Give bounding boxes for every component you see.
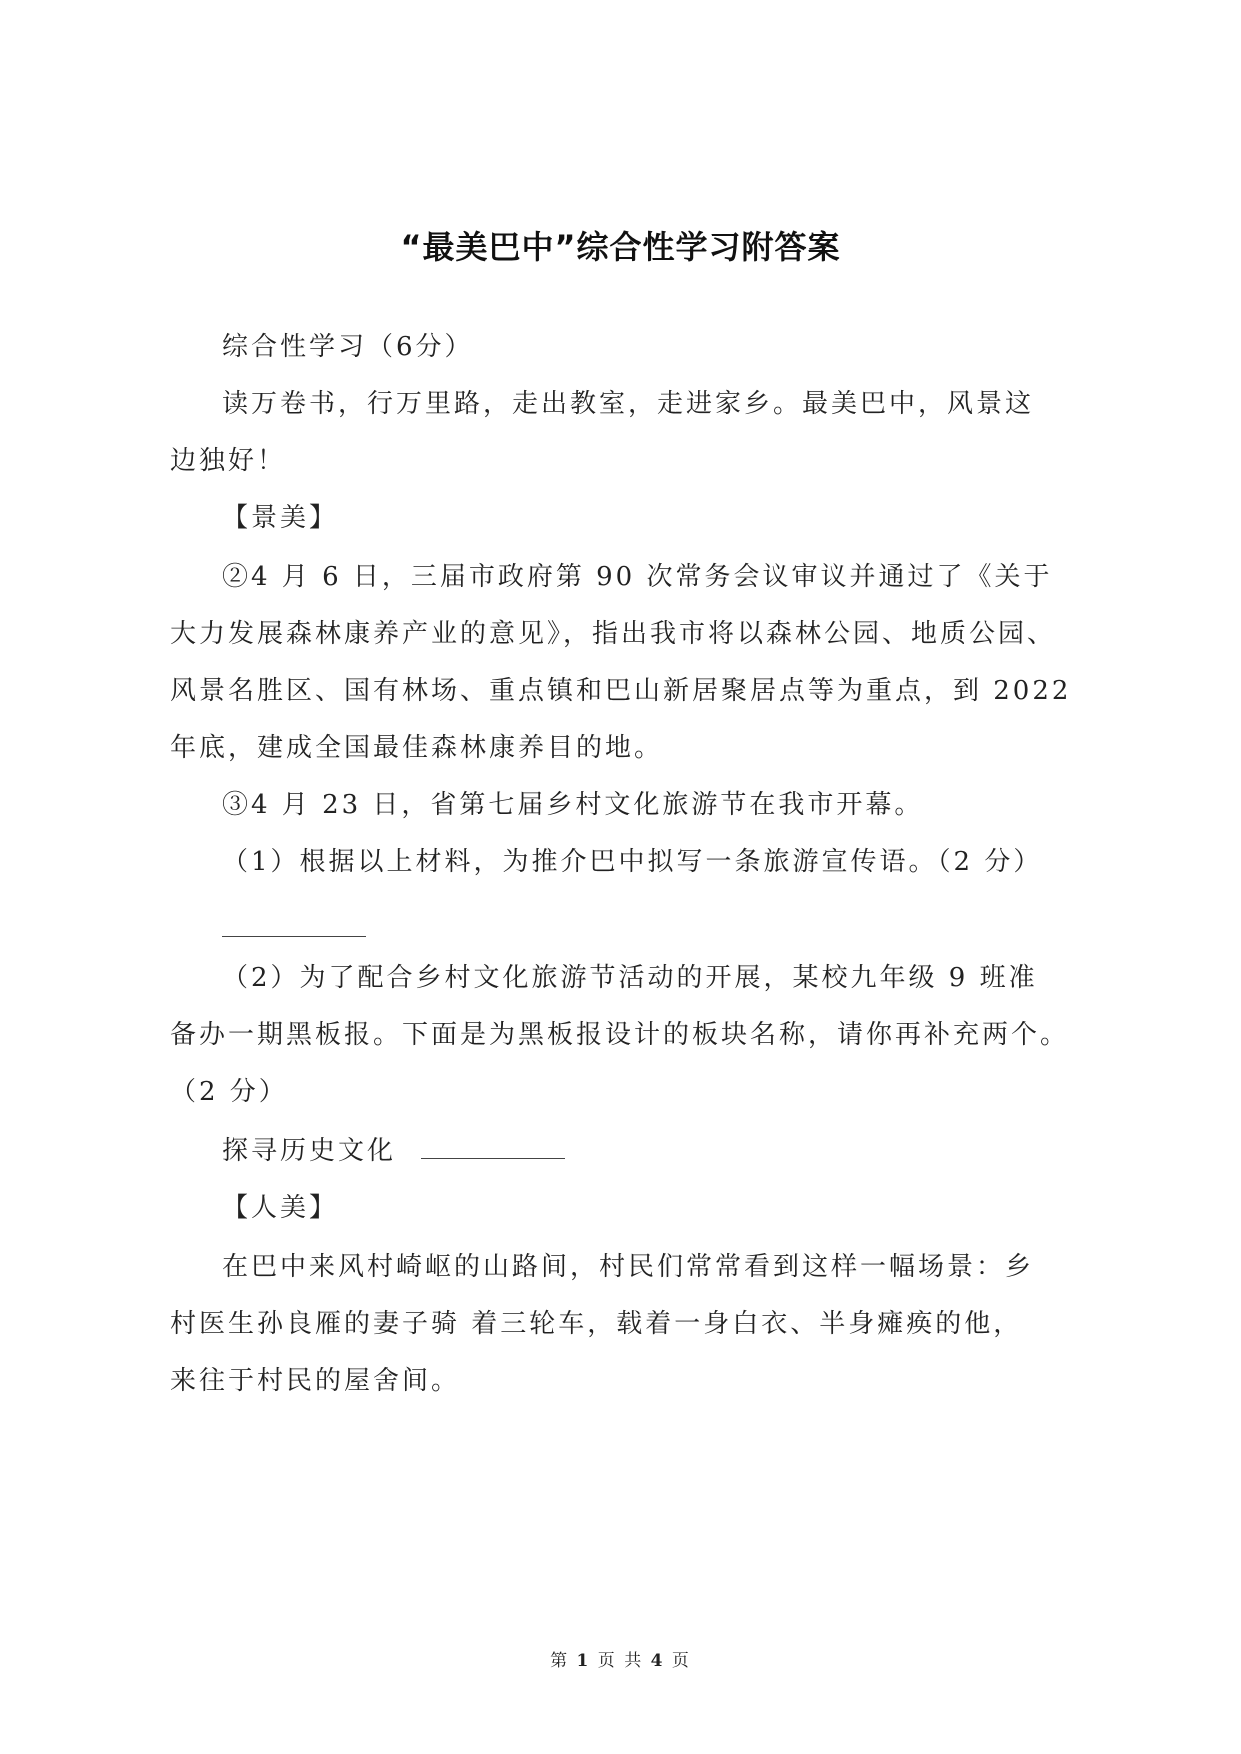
item-3-line-1: ③4 月 23 日，省第七届乡村文化旅游节在我市开幕。 xyxy=(222,790,924,820)
board-name-blank xyxy=(421,1156,565,1159)
intro-line-2: 边独好！ xyxy=(170,446,287,476)
item-2-line-1: ②4 月 6 日，三届市政府第 90 次常务会议审议并通过了《关于 xyxy=(222,562,1053,592)
story-line-2: 村医生孙良雁的妻子骑 着三轮车，载着一身白衣、半身瘫痪的他， xyxy=(170,1309,1023,1339)
answer-blank-1 xyxy=(222,914,366,944)
board-name-text: 探寻历史文化 xyxy=(222,1136,397,1166)
footer-total-pages: 4 xyxy=(650,1651,665,1671)
section-label-jingmei: 【景美】 xyxy=(222,503,339,533)
section-heading: 综合性学习（6分） xyxy=(222,332,474,362)
question-2-line-1: （2）为了配合乡村文化旅游节活动的开展，某校九年级 9 班准 xyxy=(222,963,1038,993)
footer-page-number: 1 xyxy=(576,1651,591,1671)
footer-middle: 页 共 xyxy=(597,1651,644,1671)
item-2-line-3: 风景名胜区、国有林场、重点镇和巴山新居聚居点等为重点，到 2022 xyxy=(170,676,1072,706)
question-1: （1）根据以上材料，为推介巴中拟写一条旅游宣传语。（2 分） xyxy=(222,847,1043,877)
question-2-line-2: 备办一期黑板报。下面是为黑板报设计的板块名称，请你再补充两个。 xyxy=(170,1020,1070,1050)
item-2-line-4: 年底，建成全国最佳森林康养目的地。 xyxy=(170,733,664,763)
answer-blank-line xyxy=(222,934,366,937)
document-title: “最美巴中”综合性学习附答案 xyxy=(400,228,841,266)
footer-suffix: 页 xyxy=(671,1651,691,1671)
item-2-line-2: 大力发展森林康养产业的意见》，指出我市将以森林公园、地质公园、 xyxy=(170,619,1057,649)
section-label-renmei: 【人美】 xyxy=(222,1193,339,1223)
story-line-3: 来往于村民的屋舍间。 xyxy=(170,1366,461,1396)
story-line-1: 在巴中来风村崎岖的山路间，村民们常常看到这样一幅场景：乡 xyxy=(222,1252,1035,1282)
footer-prefix: 第 xyxy=(550,1651,570,1671)
intro-line-1: 读万卷书，行万里路，走出教室，走进家乡。最美巴中，风景这 xyxy=(222,389,1035,419)
question-2-line-3: （2 分） xyxy=(170,1077,288,1107)
board-name-row xyxy=(222,1130,565,1167)
page-footer xyxy=(0,1646,1241,1671)
